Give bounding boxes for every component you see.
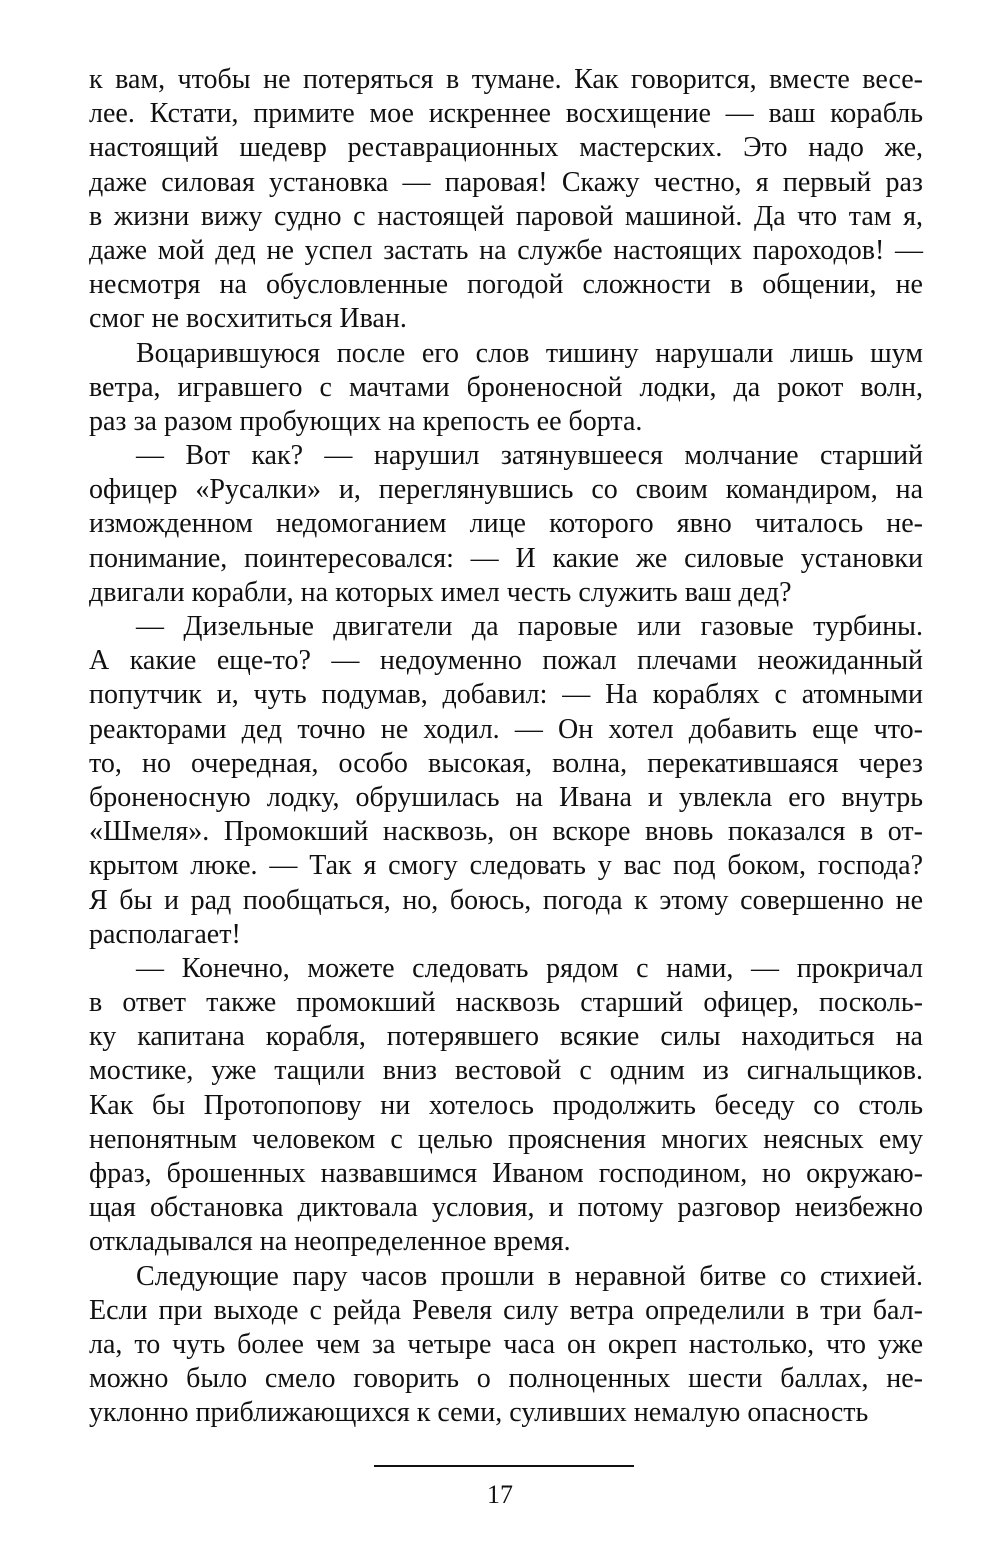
- text-line: даже мой дед не успел застать на службе настоящих пароходов! —: [89, 234, 923, 266]
- text-line: Если при выходе с рейда Ревеля силу ветра определили в три бал-: [89, 1294, 923, 1326]
- text-line: то, но очередная, особо высокая, волна, перекатившаяся через: [89, 747, 923, 779]
- text-line: даже силовая установка — паровая! Скажу честно, я первый раз: [89, 166, 923, 198]
- text-line: Воцарившуюся после его слов тишину нарушали лишь шум: [136, 337, 923, 369]
- text-line: А какие еще-то? — недоуменно пожал плечами неожиданный: [89, 645, 923, 677]
- paragraph: [89, 952, 923, 1260]
- text-line: располагает!: [89, 918, 241, 950]
- text-line: можно было смело говорить о полноценных шести баллах, не-: [89, 1363, 923, 1395]
- text-line: офицер «Русалки» и, переглянувшись со своим командиром, на: [89, 474, 923, 506]
- text-line: уклонно приближающихся к семи, суливших немалую опасность: [89, 1397, 869, 1429]
- text-line: попутчик и, чуть подумав, добавил: — На кораблях с атомными: [89, 679, 923, 711]
- text-line: ветра, игравшего с мачтами броненосной лодки, да рокот волн,: [89, 371, 923, 403]
- paragraph: [89, 337, 923, 440]
- text-line: изможденном недомоганием лице которого явно читалось не-: [89, 508, 923, 540]
- text-line: несмотря на обусловленные погодой сложности в общении, не: [89, 269, 923, 301]
- text-line: двигали корабли, на которых имел честь служить ваш дед?: [89, 576, 792, 608]
- text-line: ку капитана корабля, потерявшего всякие силы находиться на: [89, 1021, 923, 1053]
- text-line: в жизни вижу судно с настоящей паровой машиной. Да что там я,: [89, 200, 923, 232]
- text-line: щая обстановка диктовала условия, и потому разговор неизбежно: [89, 1192, 923, 1224]
- paragraph: [89, 1260, 923, 1431]
- text-line: откладывался на неопределенное время.: [89, 1226, 571, 1258]
- text-line: крытом люке. — Так я смогу следовать у вас под боком, господа?: [89, 850, 923, 882]
- text-line: настоящий шедевр реставрационных мастерских. Это надо же,: [89, 132, 923, 164]
- paragraph: [89, 63, 923, 337]
- text-line: Я бы и рад пообщаться, но, боюсь, погода к этому совершенно не: [89, 884, 923, 916]
- text-line: Как бы Протопопову ни хотелось продолжить беседу со столь: [89, 1089, 923, 1121]
- text-line: «Шмеля». Промокший насквозь, он вскоре вновь показался в от-: [89, 816, 923, 848]
- text-line: смог не восхититься Иван.: [89, 303, 407, 335]
- text-line: ла, то чуть более чем за четыре часа он окреп настолько, что уже: [89, 1328, 923, 1360]
- body-text: [89, 63, 923, 1431]
- text-line: мостике, уже тащили вниз вестовой с одним из сигнальщиков.: [89, 1055, 923, 1087]
- text-line: реакторами дед точно не ходил. — Он хотел добавить еще что-: [89, 713, 923, 745]
- paragraph: [89, 439, 923, 610]
- paragraph: [89, 610, 923, 952]
- text-line: Следующие пару часов прошли в неравной битве со стихией.: [136, 1260, 923, 1292]
- page-number: 17: [487, 1480, 513, 1509]
- text-line: непонятным человеком с целью прояснения многих неясных ему: [89, 1123, 923, 1155]
- text-line: — Дизельные двигатели да паровые или газовые турбины.: [136, 611, 923, 642]
- text-line: — Конечно, можете следовать рядом с нами, — прокричал: [136, 952, 923, 984]
- text-line: лее. Кстати, примите мое искреннее восхищение — ваш корабль: [89, 98, 923, 130]
- text-line: к вам, чтобы не потеряться в тумане. Как говорится, вместе весе-: [89, 64, 923, 95]
- text-line: в ответ также промокший насквозь старший офицер, посколь-: [89, 987, 923, 1019]
- text-line: фраз, брошенных назвавшимся Иваном господином, но окружаю-: [89, 1158, 923, 1189]
- text-line: понимание, поинтересовался: — И какие же силовые установки: [89, 542, 923, 574]
- text-line: броненосную лодку, обрушилась на Ивана и увлекла его внутрь: [89, 781, 923, 813]
- footer-rule: [374, 1465, 634, 1467]
- text-line: — Вот как? — нарушил затянувшееся молчание старший: [136, 440, 923, 472]
- text-line: раз за разом пробующих на крепость ее борта.: [89, 405, 643, 437]
